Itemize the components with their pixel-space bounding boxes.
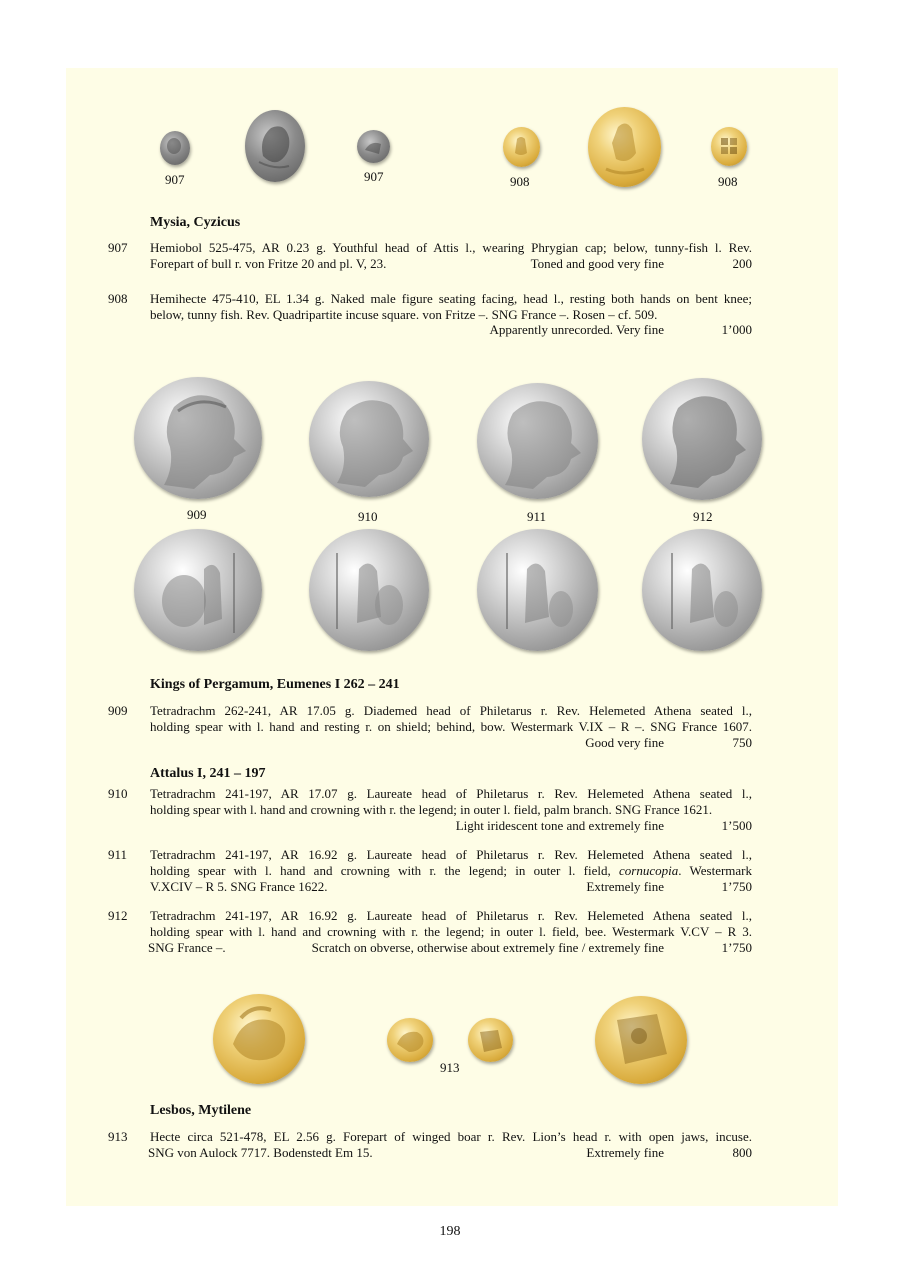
lot-913-line-2: SNG von Aulock 7717. Bodenstedt Em 15. (148, 1145, 373, 1160)
lot-number-910: 910 (108, 786, 128, 801)
lot-912-line-2: holding spear with l. hand and crowning with r. the legend; in outer l. field, bee. Westermark V.CV – R 3. (150, 924, 752, 939)
image-label-909: 909 (187, 507, 207, 522)
lot-913-price: 800 (732, 1145, 752, 1160)
lot-description-908 (150, 291, 752, 323)
section-heading-attalus: Attalus I, 241 – 197 (150, 766, 266, 781)
coin-913-reverse-image (468, 1018, 513, 1062)
coin-909-obverse-image (134, 377, 262, 499)
coin-908-reverse-image (711, 127, 747, 166)
lot-number-911: 911 (108, 847, 128, 862)
page-number: 198 (439, 1224, 461, 1239)
lot-910-line-2: holding spear with l. hand and crowning with r. the legend; in outer l. field, palm branch. SNG France 1621. (150, 802, 713, 817)
lot-911-line-1: Tetradrachm 241-197, AR 16.92 g. Laureate head of Philetarus r. Rev. Helemeted Athena seated l., (150, 847, 752, 862)
image-label-911: 911 (527, 509, 547, 524)
coin-907-reverse-image (357, 130, 390, 163)
image-label-908a: 908 (510, 174, 530, 189)
coin-913-obverse-enlarged-image (213, 994, 305, 1084)
lot-909-price: 750 (732, 735, 752, 750)
lot-911-price: 1’750 (721, 879, 752, 894)
lot-908-line-2: below, tunny fish. Rev. Quadripartite incuse square. von Fritze –. SNG France –. Rosen – cf. 509. (150, 307, 658, 322)
coin-910-reverse-image (309, 529, 429, 651)
coin-910-obverse-image (309, 381, 429, 497)
coin-911-obverse-image (477, 383, 598, 499)
lot-907-line-2: Forepart of bull r. von Fritze 20 and pl. V, 23. (150, 256, 387, 271)
lot-913-grade: Extremely fine (586, 1145, 664, 1160)
lot-description-909 (150, 703, 752, 735)
lot-907-price: 200 (732, 256, 752, 271)
lot-911-grade: Extremely fine (586, 879, 664, 894)
lot-913-line-1: Hecte circa 521-478, EL 2.56 g. Forepart of winged boar r. Rev. Lion’s head r. with open jaws, incuse. (150, 1129, 752, 1144)
lot-907-line-1: Hemiobol 525-475, AR 0.23 g. Youthful head of Attis l., wearing Phrygian cap; below, tunny-fish l. Rev. (150, 240, 752, 255)
lot-908-price: 1’000 (721, 322, 752, 337)
lot-number-907: 907 (108, 240, 128, 255)
image-label-907b: 907 (364, 169, 384, 184)
lot-911-line-2b-italic: cornucopia (619, 863, 679, 878)
image-label-913: 913 (440, 1060, 460, 1075)
image-label-912: 912 (693, 509, 713, 524)
lot-911-line-2a: holding spear with l. hand and crowning with r. the legend; in outer l. field, (150, 863, 611, 878)
image-label-907a: 907 (165, 172, 185, 187)
lot-912-line-1: Tetradrachm 241-197, AR 16.92 g. Laureate head of Philetarus r. Rev. Helemeted Athena seated l., (150, 908, 752, 923)
coin-913-reverse-enlarged-image (595, 996, 687, 1084)
lot-912-grade: Scratch on obverse, otherwise about extremely fine / extremely fine (311, 940, 664, 955)
lot-number-912: 912 (108, 908, 128, 923)
lot-912-line-3: SNG France –. (148, 940, 226, 955)
lot-description-912 (150, 908, 752, 940)
image-label-908b: 908 (718, 174, 738, 189)
image-label-910: 910 (358, 509, 378, 524)
coin-907-obverse-image (160, 131, 190, 165)
lot-907-grade: Toned and good very fine (530, 256, 664, 271)
lot-911-line-2 (150, 863, 752, 879)
lot-909-line-1: Tetradrachm 262-241, AR 17.05 g. Diademed head of Philetarus r. Rev. Helemeted Athena seated l., (150, 703, 752, 718)
lot-number-913: 913 (108, 1129, 128, 1144)
lot-910-price: 1’500 (721, 818, 752, 833)
section-heading-mysia: Mysia, Cyzicus (150, 215, 241, 230)
section-heading-pergamum: Kings of Pergamum, Eumenes I 262 – 241 (150, 677, 400, 692)
coin-909-reverse-image (134, 529, 262, 651)
lot-911-line-2c: . Westermark (678, 863, 753, 878)
lot-number-909: 909 (108, 703, 128, 718)
coin-913-obverse-image (387, 1018, 433, 1062)
lot-908-line-1: Hemihecte 475-410, EL 1.34 g. Naked male figure seating facing, head l., resting both hands on bent knee; (150, 291, 752, 306)
coin-908-enlarged-image (588, 107, 661, 187)
lot-908-grade: Apparently unrecorded. Very fine (489, 322, 664, 337)
lot-912-price: 1’750 (721, 940, 752, 955)
lot-description-910 (150, 786, 752, 818)
lot-number-908: 908 (108, 291, 128, 306)
coin-907-enlarged-image (245, 110, 305, 182)
coin-911-reverse-image (477, 529, 598, 651)
section-heading-lesbos: Lesbos, Mytilene (150, 1103, 252, 1118)
lot-909-grade: Good very fine (585, 735, 664, 750)
lot-description-913 (150, 1129, 752, 1145)
lot-910-grade: Light iridescent tone and extremely fine (455, 818, 664, 833)
lot-910-line-1: Tetradrachm 241-197, AR 17.07 g. Laureate head of Philetarus r. Rev. Helemeted Athena seated l., (150, 786, 752, 801)
lot-909-line-2: holding spear with l. hand and resting r. on shield; behind, bow. Westermark V.IX – R –. SNG France 1607. (150, 719, 752, 734)
coin-908-obverse-image (503, 127, 540, 167)
coin-912-reverse-image (642, 529, 762, 651)
coin-912-obverse-image (642, 378, 762, 500)
lot-911-line-3: V.XCIV – R 5. SNG France 1622. (150, 879, 328, 894)
